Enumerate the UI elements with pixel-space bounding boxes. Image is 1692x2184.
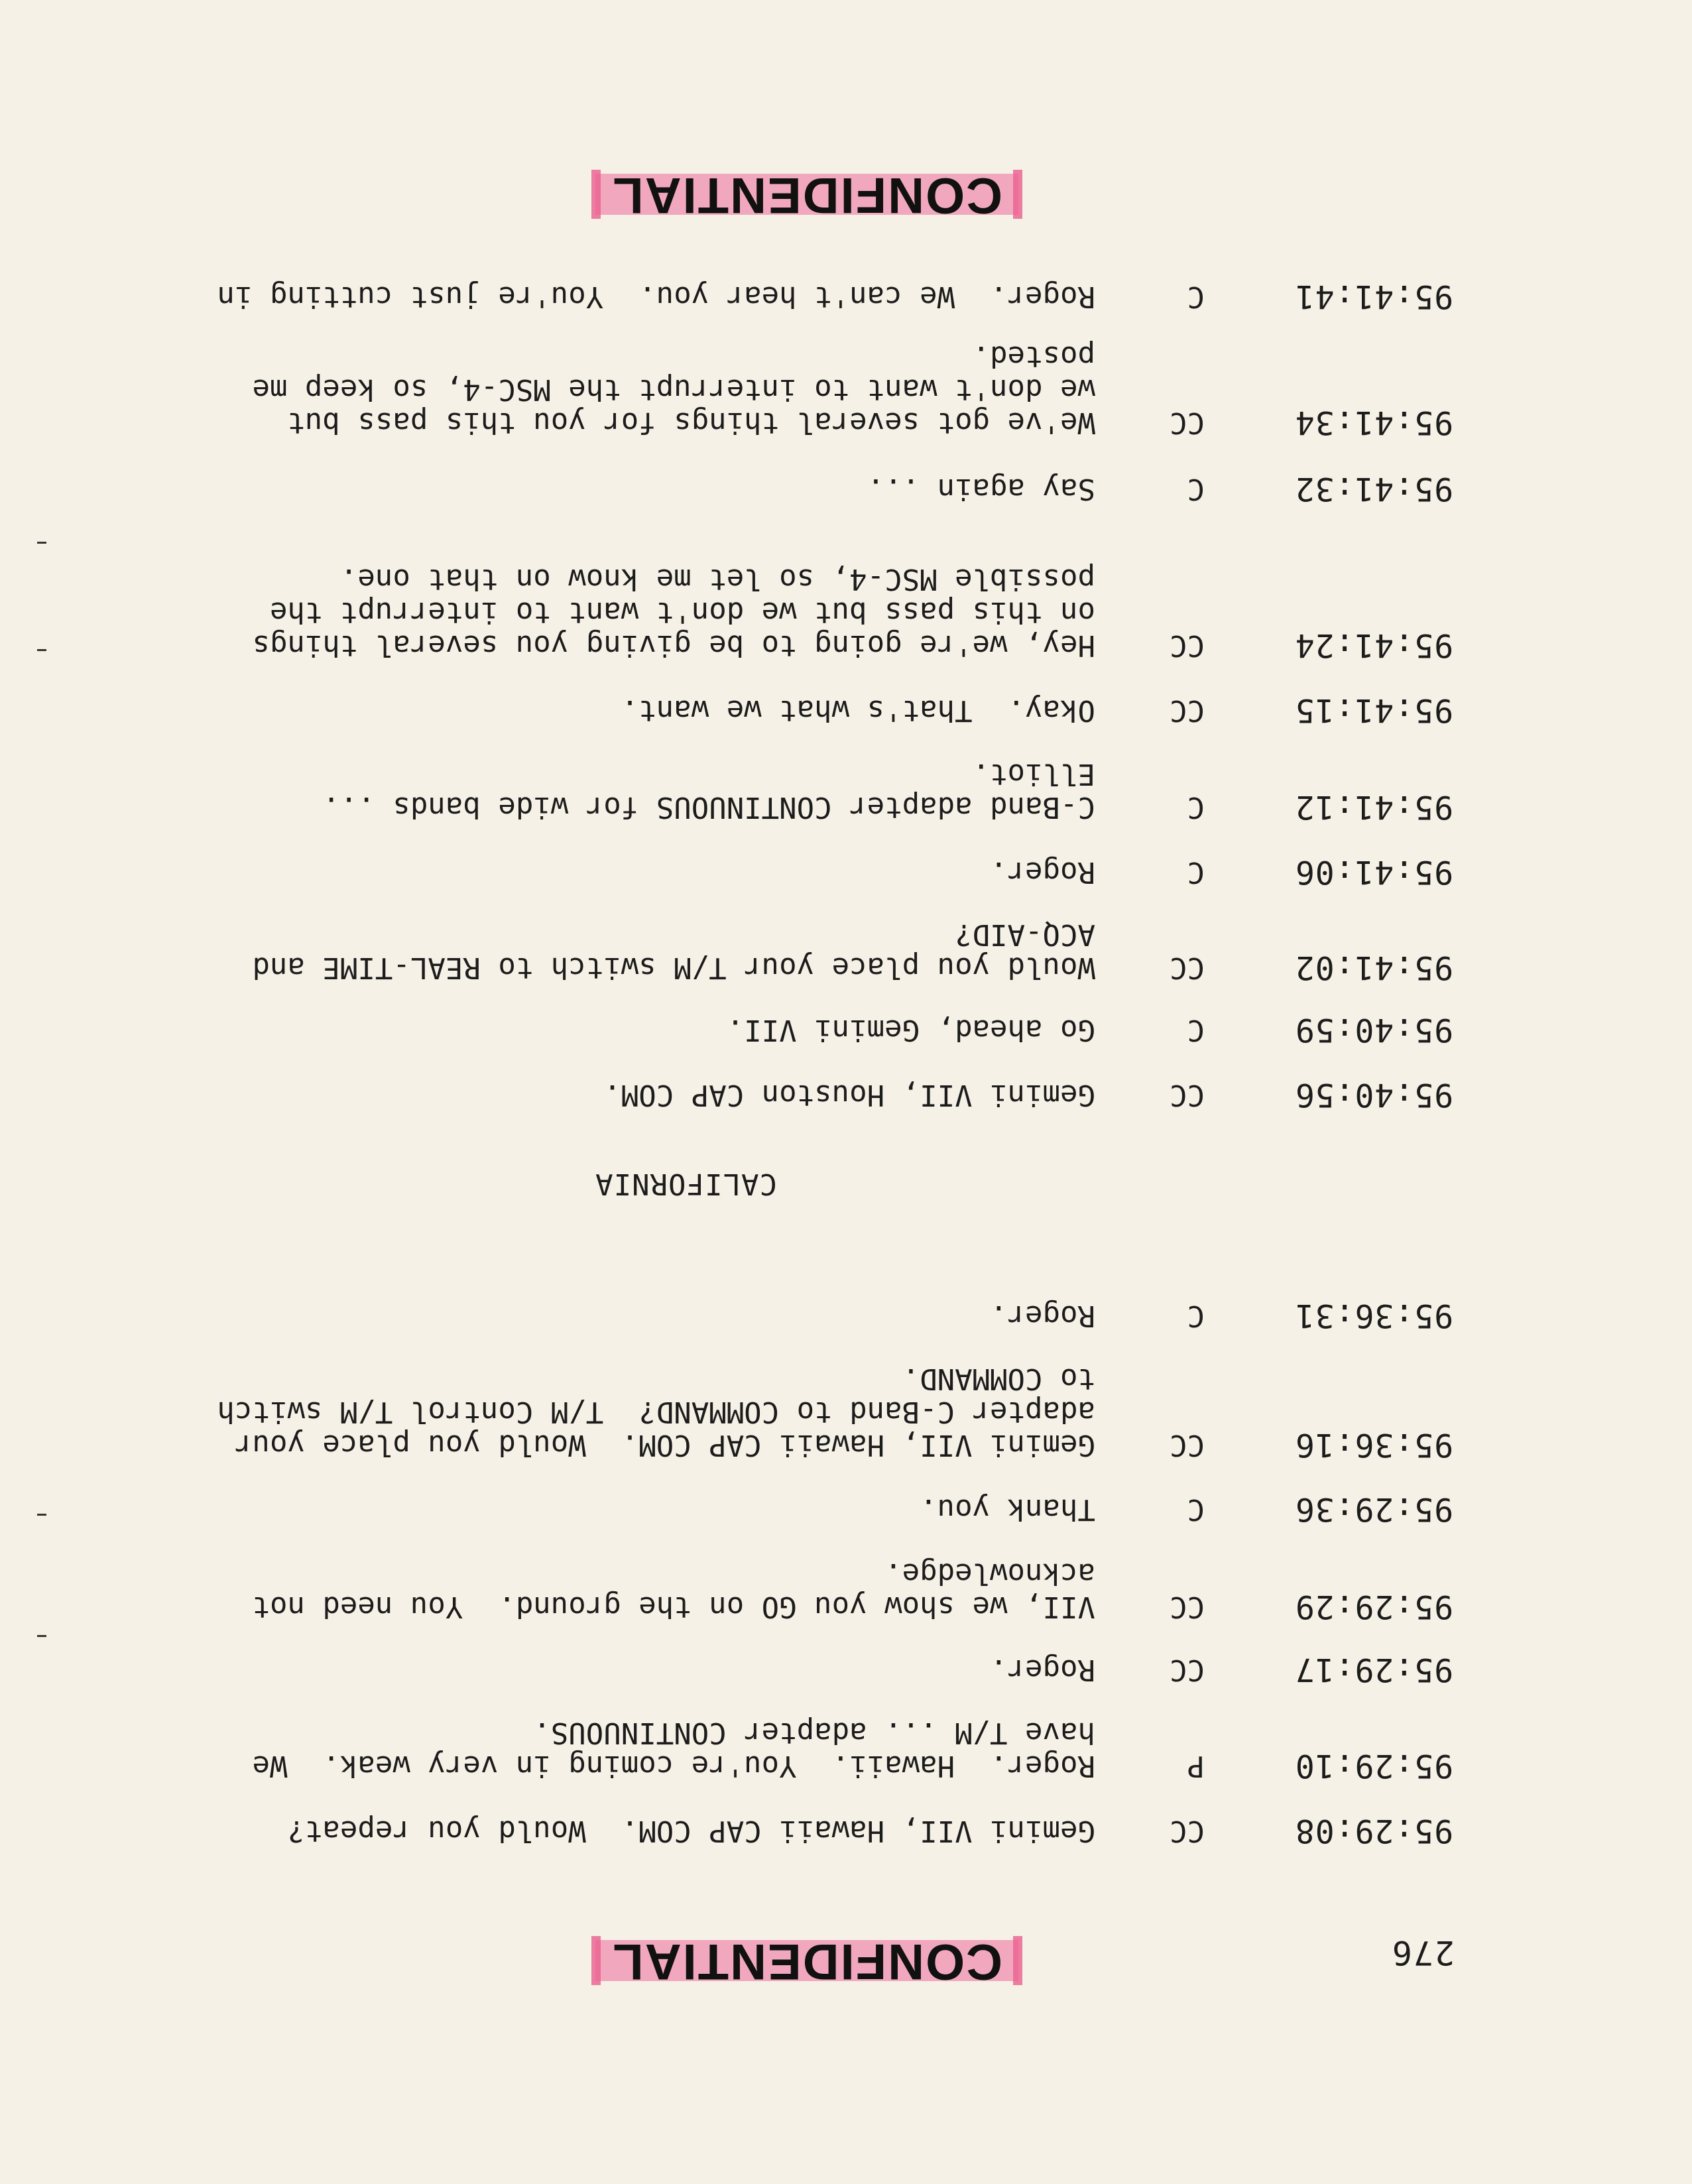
- entry-text: Roger.: [990, 1299, 1095, 1333]
- confidential-stamp-top: [595, 1935, 1018, 1988]
- location-header: CALIFORNIA: [595, 1167, 777, 1201]
- entry-speaker: CC: [1170, 694, 1205, 727]
- entry-text: Thank you.: [920, 1492, 1095, 1526]
- entry-time: 95:29:36: [1294, 1490, 1453, 1528]
- highlight-edge: [591, 170, 601, 219]
- entry-time: 95:41:15: [1294, 692, 1453, 729]
- stamp-label: CONFIDENTIAL: [611, 167, 1002, 223]
- entry-text: Say again ...: [867, 472, 1095, 506]
- highlight-edge: [591, 1936, 601, 1985]
- entry-text: Roger. We can't hear you. You're just cutting in: [217, 280, 1095, 314]
- entry-speaker: CC: [1170, 406, 1205, 440]
- margin-tick: [37, 649, 46, 651]
- entry-speaker: C: [1187, 855, 1205, 889]
- entry-text: Go ahead, Gemini VII.: [726, 1013, 1095, 1047]
- entry-text: Roger.: [990, 1653, 1095, 1687]
- stamp-label: CONFIDENTIAL: [611, 1933, 1002, 1990]
- entry-text: Roger. Hawaii. You're coming in very weak. We have T/M ... adapter CONTINUOUS.: [252, 1716, 1095, 1783]
- entry-time: 95:41:41: [1294, 278, 1453, 315]
- entry-speaker: CC: [1170, 1814, 1205, 1848]
- entry-speaker: CC: [1170, 951, 1205, 985]
- entry-text: Hey, we're going to be giving you several things on this pass but we don't want to interrupt the possible MSC-4, so let me know on that one.: [252, 562, 1095, 662]
- entry-time: 95:29:10: [1294, 1747, 1453, 1784]
- entry-time: 95:41:32: [1294, 470, 1453, 507]
- entry-speaker: CC: [1170, 1590, 1205, 1624]
- entry-speaker: P: [1187, 1749, 1205, 1783]
- entry-text: VII, we show you GO on the ground. You need not acknowledge.: [252, 1557, 1095, 1624]
- entry-text: Gemini VII, Hawaii CAP COM. Would you place your adapter C-Band to COMMAND? T/M Control T/M switch to COMMAND.: [217, 1362, 1095, 1462]
- entry-text: Roger.: [990, 855, 1095, 889]
- entry-speaker: CC: [1170, 1653, 1205, 1687]
- entry-text: We've got several things for you this pass but we don't want to interrupt the MSC-4, so keep me posted.: [252, 339, 1095, 440]
- entry-text: Gemini VII, Hawaii CAP COM. Would you repeat?: [287, 1814, 1095, 1848]
- entry-time: 95:40:59: [1294, 1011, 1453, 1048]
- entry-text: Gemini VII, Houston CAP COM.: [603, 1078, 1095, 1112]
- entry-speaker: C: [1187, 790, 1205, 824]
- entry-time: 95:29:29: [1294, 1588, 1453, 1625]
- margin-tick: [37, 1635, 46, 1637]
- entry-time: 95:29:08: [1294, 1812, 1453, 1849]
- entry-text: Okay. That's what we want.: [621, 694, 1095, 727]
- entry-time: 95:41:34: [1294, 404, 1453, 441]
- entry-speaker: C: [1187, 1299, 1205, 1333]
- entry-time: 95:36:16: [1294, 1426, 1453, 1463]
- entry-speaker: C: [1187, 1013, 1205, 1047]
- entry-text: Would you place your T/M switch to REAL-TIME and ACQ-AID?: [252, 918, 1095, 985]
- entry-time: 95:36:31: [1294, 1297, 1453, 1334]
- entry-speaker: C: [1187, 280, 1205, 314]
- page-number: 276: [1390, 1933, 1455, 1972]
- entry-time: 95:29:17: [1294, 1651, 1453, 1688]
- entry-speaker: CC: [1170, 629, 1205, 662]
- entry-speaker: CC: [1170, 1428, 1205, 1462]
- entry-time: 95:41:12: [1294, 788, 1453, 825]
- highlight-edge: [1013, 170, 1022, 219]
- confidential-stamp-bottom: [595, 168, 1018, 221]
- highlight-edge: [1013, 1936, 1022, 1985]
- entry-time: 95:41:06: [1294, 853, 1453, 890]
- entry-speaker: C: [1187, 1492, 1205, 1526]
- entry-text: C-Band adapter CONTINUOUS for wide bands ... Elliot.: [322, 757, 1095, 824]
- entry-time: 95:40:56: [1294, 1076, 1453, 1113]
- margin-tick: [37, 542, 46, 544]
- entry-speaker: CC: [1170, 1078, 1205, 1112]
- entry-speaker: C: [1187, 472, 1205, 506]
- entry-time: 95:41:24: [1294, 627, 1453, 664]
- entry-time: 95:41:02: [1294, 949, 1453, 986]
- margin-tick: [37, 1514, 46, 1516]
